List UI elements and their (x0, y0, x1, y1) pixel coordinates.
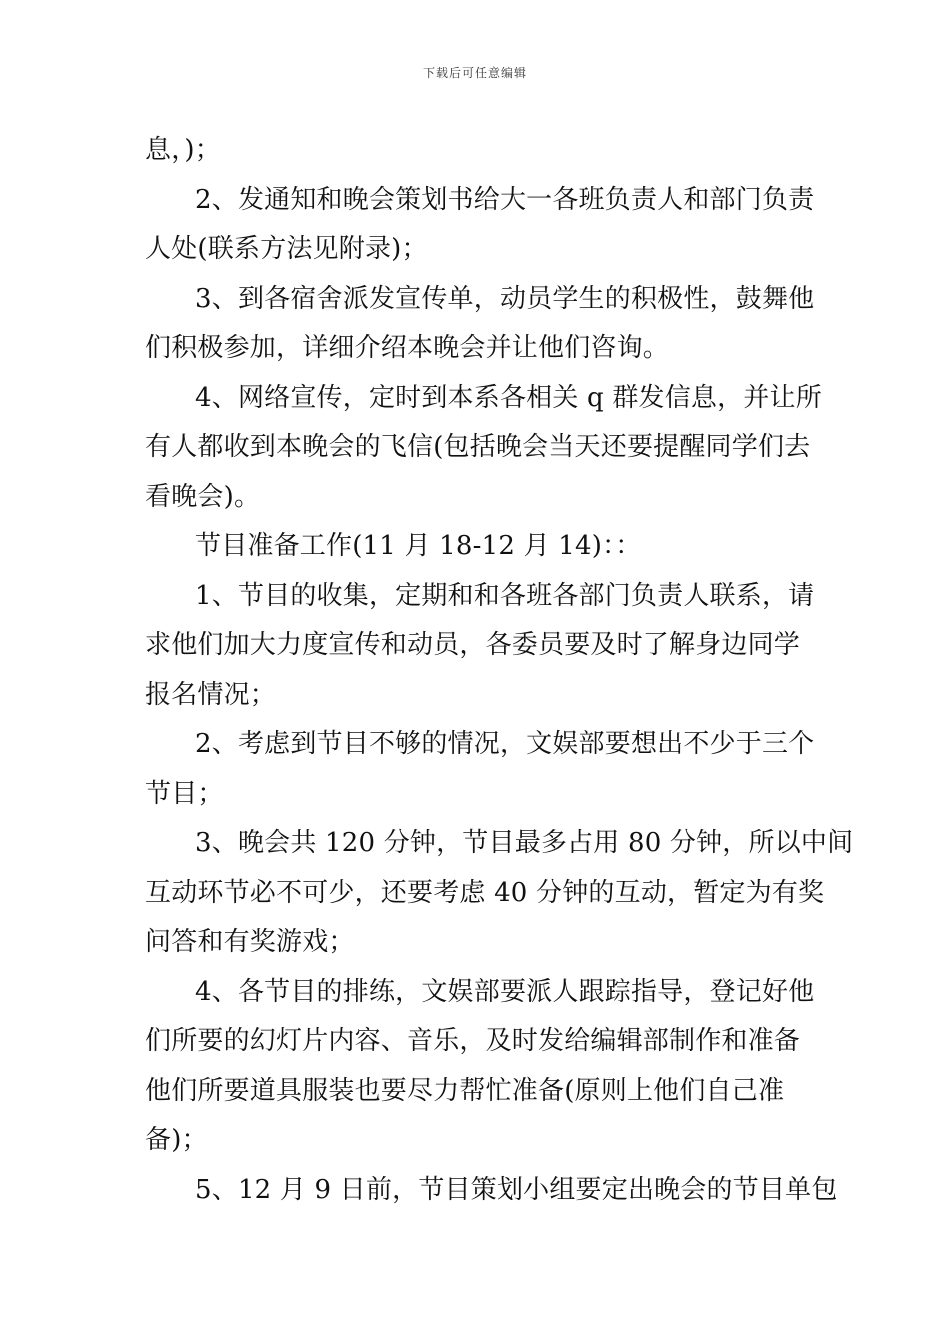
paragraph-line: 人处(联系方法见附录)； (145, 234, 428, 264)
paragraph-line: 2、发通知和晚会策划书给大一各班负责人和部门负责 (195, 184, 815, 215)
section-heading: 节目准备工作(11 月 18-12 月 14)：： (195, 531, 642, 561)
paragraph-line: 息，)； (145, 135, 221, 165)
paragraph-line: 有人都收到本晚会的飞信(包括晚会当天还要提醒同学们去 (145, 432, 811, 462)
paragraph-line: 节目； (145, 778, 224, 809)
paragraph-line: 们积极参加，详细介绍本晚会并让他们咨询。 (145, 333, 670, 363)
paragraph-line: 3、晚会共 120 分钟，节目最多占用 80 分钟，所以中间 (195, 828, 854, 858)
paragraph-line: 互动环节必不可少，还要考虑 40 分钟的互动，暂定为有奖 (145, 877, 825, 908)
paragraph-line: 他们所要道具服装也要尽力帮忙准备(原则上他们自己准 (145, 1075, 785, 1106)
paragraph-line: 1、节目的收集，定期和和各班各部门负责人联系，请 (195, 580, 815, 611)
paragraph-line: 2、考虑到节目不够的情况，文娱部要想出不少于三个 (195, 729, 815, 759)
paragraph-line: 报名情况； (145, 679, 277, 710)
page-header-note: 下载后可任意编辑 (422, 66, 527, 80)
paragraph-line: 4、各节目的排练，文娱部要派人跟踪指导，登记好他 (195, 976, 815, 1007)
paragraph-line: 备)； (145, 1125, 208, 1155)
paragraph-line: 们所要的幻灯片内容、音乐，及时发给编辑部制作和准备 (145, 1026, 801, 1056)
document-body (145, 126, 854, 1215)
paragraph-line: 求他们加大力度宣传和动员，各委员要及时了解身边同学 (145, 630, 801, 660)
paragraph-line: 3、到各宿舍派发宣传单，动员学生的积极性，鼓舞他 (195, 283, 815, 314)
paragraph-line: 4、网络宣传，定时到本系各相关 q 群发信息，并让所 (195, 382, 822, 413)
paragraph-line: 5、12 月 9 日前，节目策划小组要定出晚会的节目单包 (195, 1174, 838, 1205)
paragraph-line: 问答和有奖游戏； (145, 927, 355, 957)
paragraph-line: 看晚会)。 (145, 481, 261, 512)
